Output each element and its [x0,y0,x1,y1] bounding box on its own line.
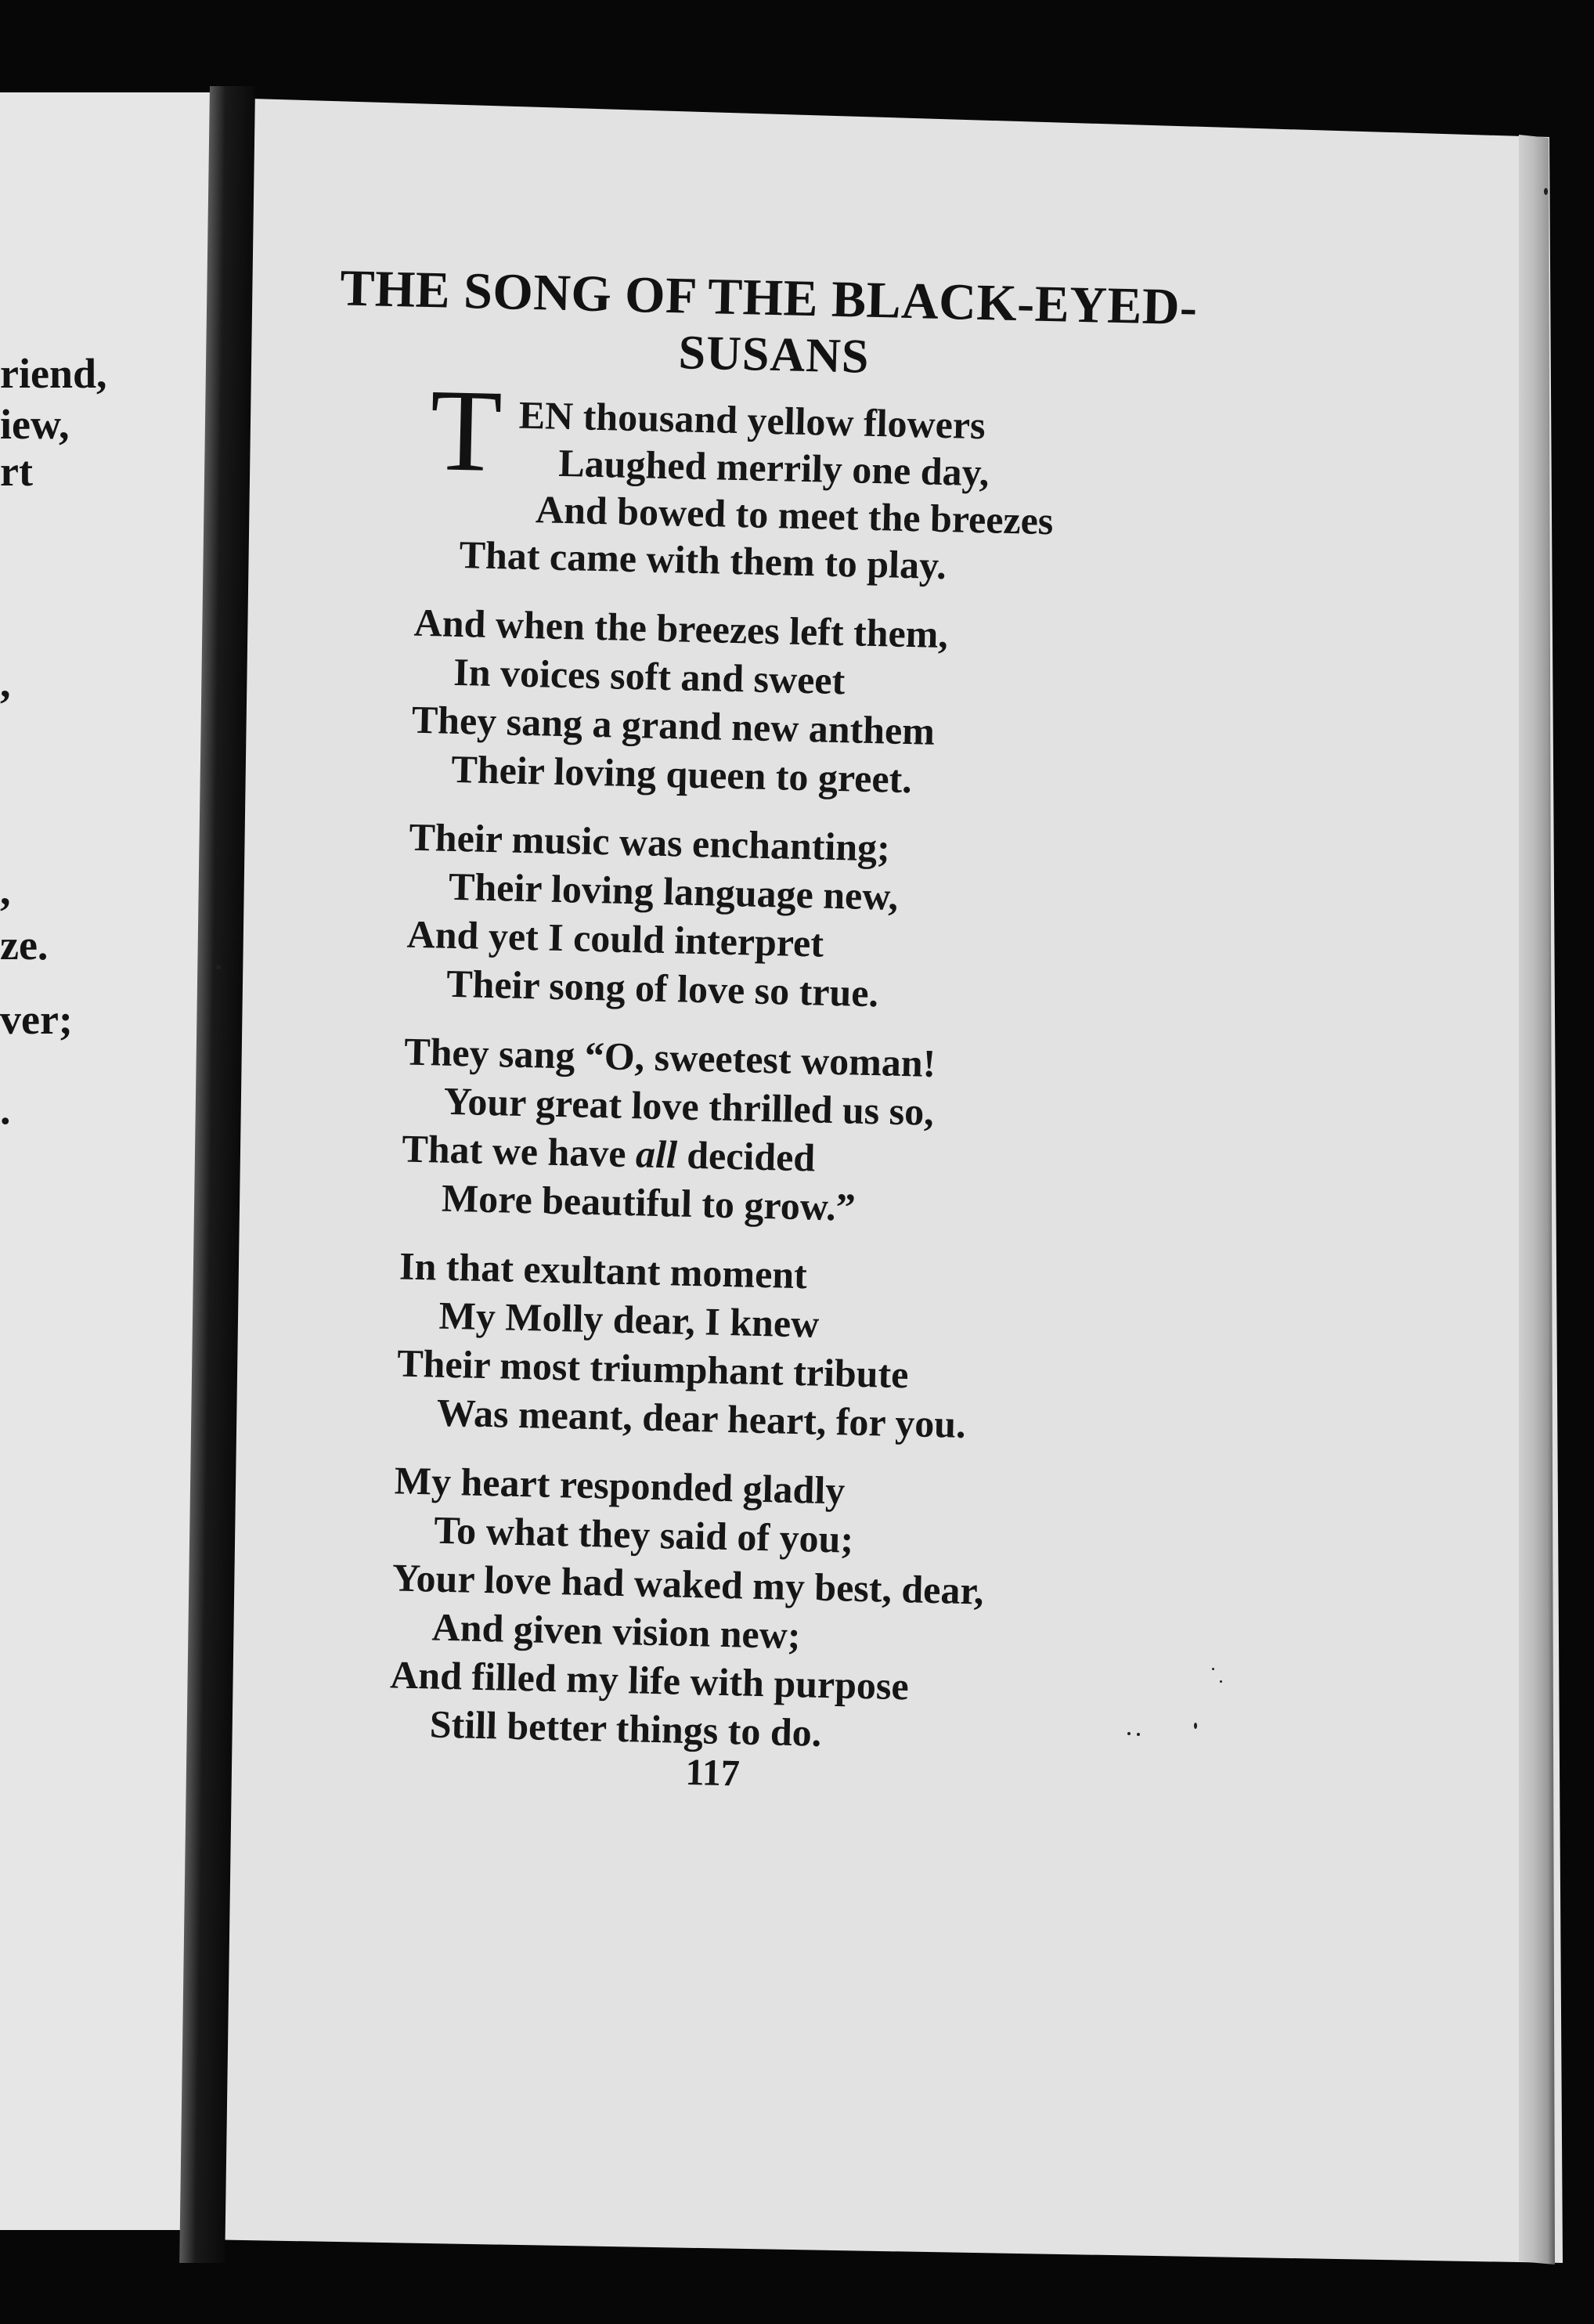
poem-line: More beautiful to grow.” [441,1175,857,1229]
left-fragment: rt [0,448,33,495]
scan-speck [216,965,221,969]
poem-line: And given vision new; [431,1604,802,1658]
scan-speck [1137,1733,1140,1736]
poem-line: Your great love thrilled us so, [443,1078,935,1134]
poem-line [401,1126,816,1180]
poem-line: My Molly dear, I knew [438,1293,820,1346]
poem-line: Their loving queen to greet. [450,746,913,802]
poem-title-line-2: SUSANS [677,326,871,384]
page-number: 117 [684,1751,741,1795]
poem-line: Your love had waked my best, dear, [391,1555,985,1613]
poem-line: My heart responded gladly [394,1458,846,1513]
scan-speck [1212,1668,1214,1670]
poem-line: In that exultant moment [398,1243,808,1297]
poem-line: Their music was enchanting; [408,814,891,870]
scan-speck [1544,188,1548,195]
poem-line: And when the breezes left them, [413,600,949,657]
poem-line: EN thousand yellow flowers [518,392,986,448]
poem-line: Their song of love so true. [445,961,879,1016]
poem-line-text: decided [686,1132,816,1180]
poem-line: They sang “O, sweetest woman! [403,1029,936,1085]
poem-line: They sang a grand new anthem [411,697,936,753]
poem-line: Their loving language new, [448,864,899,918]
left-fragment: . [0,1086,11,1133]
drop-cap: T [428,365,503,497]
left-fragment: ver; [0,996,73,1043]
poem-line-emphasis: all [635,1131,678,1177]
poem-line: And bowed to meet the breezes [535,487,1055,543]
scan-speck [1194,1723,1197,1729]
poem-line-text: That we have [401,1126,627,1175]
scan-speck [1127,1732,1131,1735]
poem-line: Was meant, dear heart, for you. [436,1390,967,1446]
poem-title-line-1: THE SONG OF THE BLACK-EYED- [339,259,1199,337]
poem-line: In voices soft and sweet [453,649,846,703]
poem-line: And yet I could interpret [406,911,824,965]
scan-speck [1220,1680,1222,1683]
poem-line: That came with them to play. [459,532,947,588]
left-fragment: iew, [0,401,70,448]
left-fragment: , [0,659,11,706]
left-fragment: , [0,867,11,914]
poem-line: To what they said of you; [433,1507,854,1561]
poem-line: Laughed merrily one day, [557,440,990,495]
poem-line: Their most triumphant tribute [396,1341,910,1397]
left-fragment: ze. [0,922,49,969]
poem-line: And filled my life with purpose [389,1652,910,1709]
poem-line: Still better things to do. [429,1702,822,1755]
left-fragment: riend, [0,350,107,397]
